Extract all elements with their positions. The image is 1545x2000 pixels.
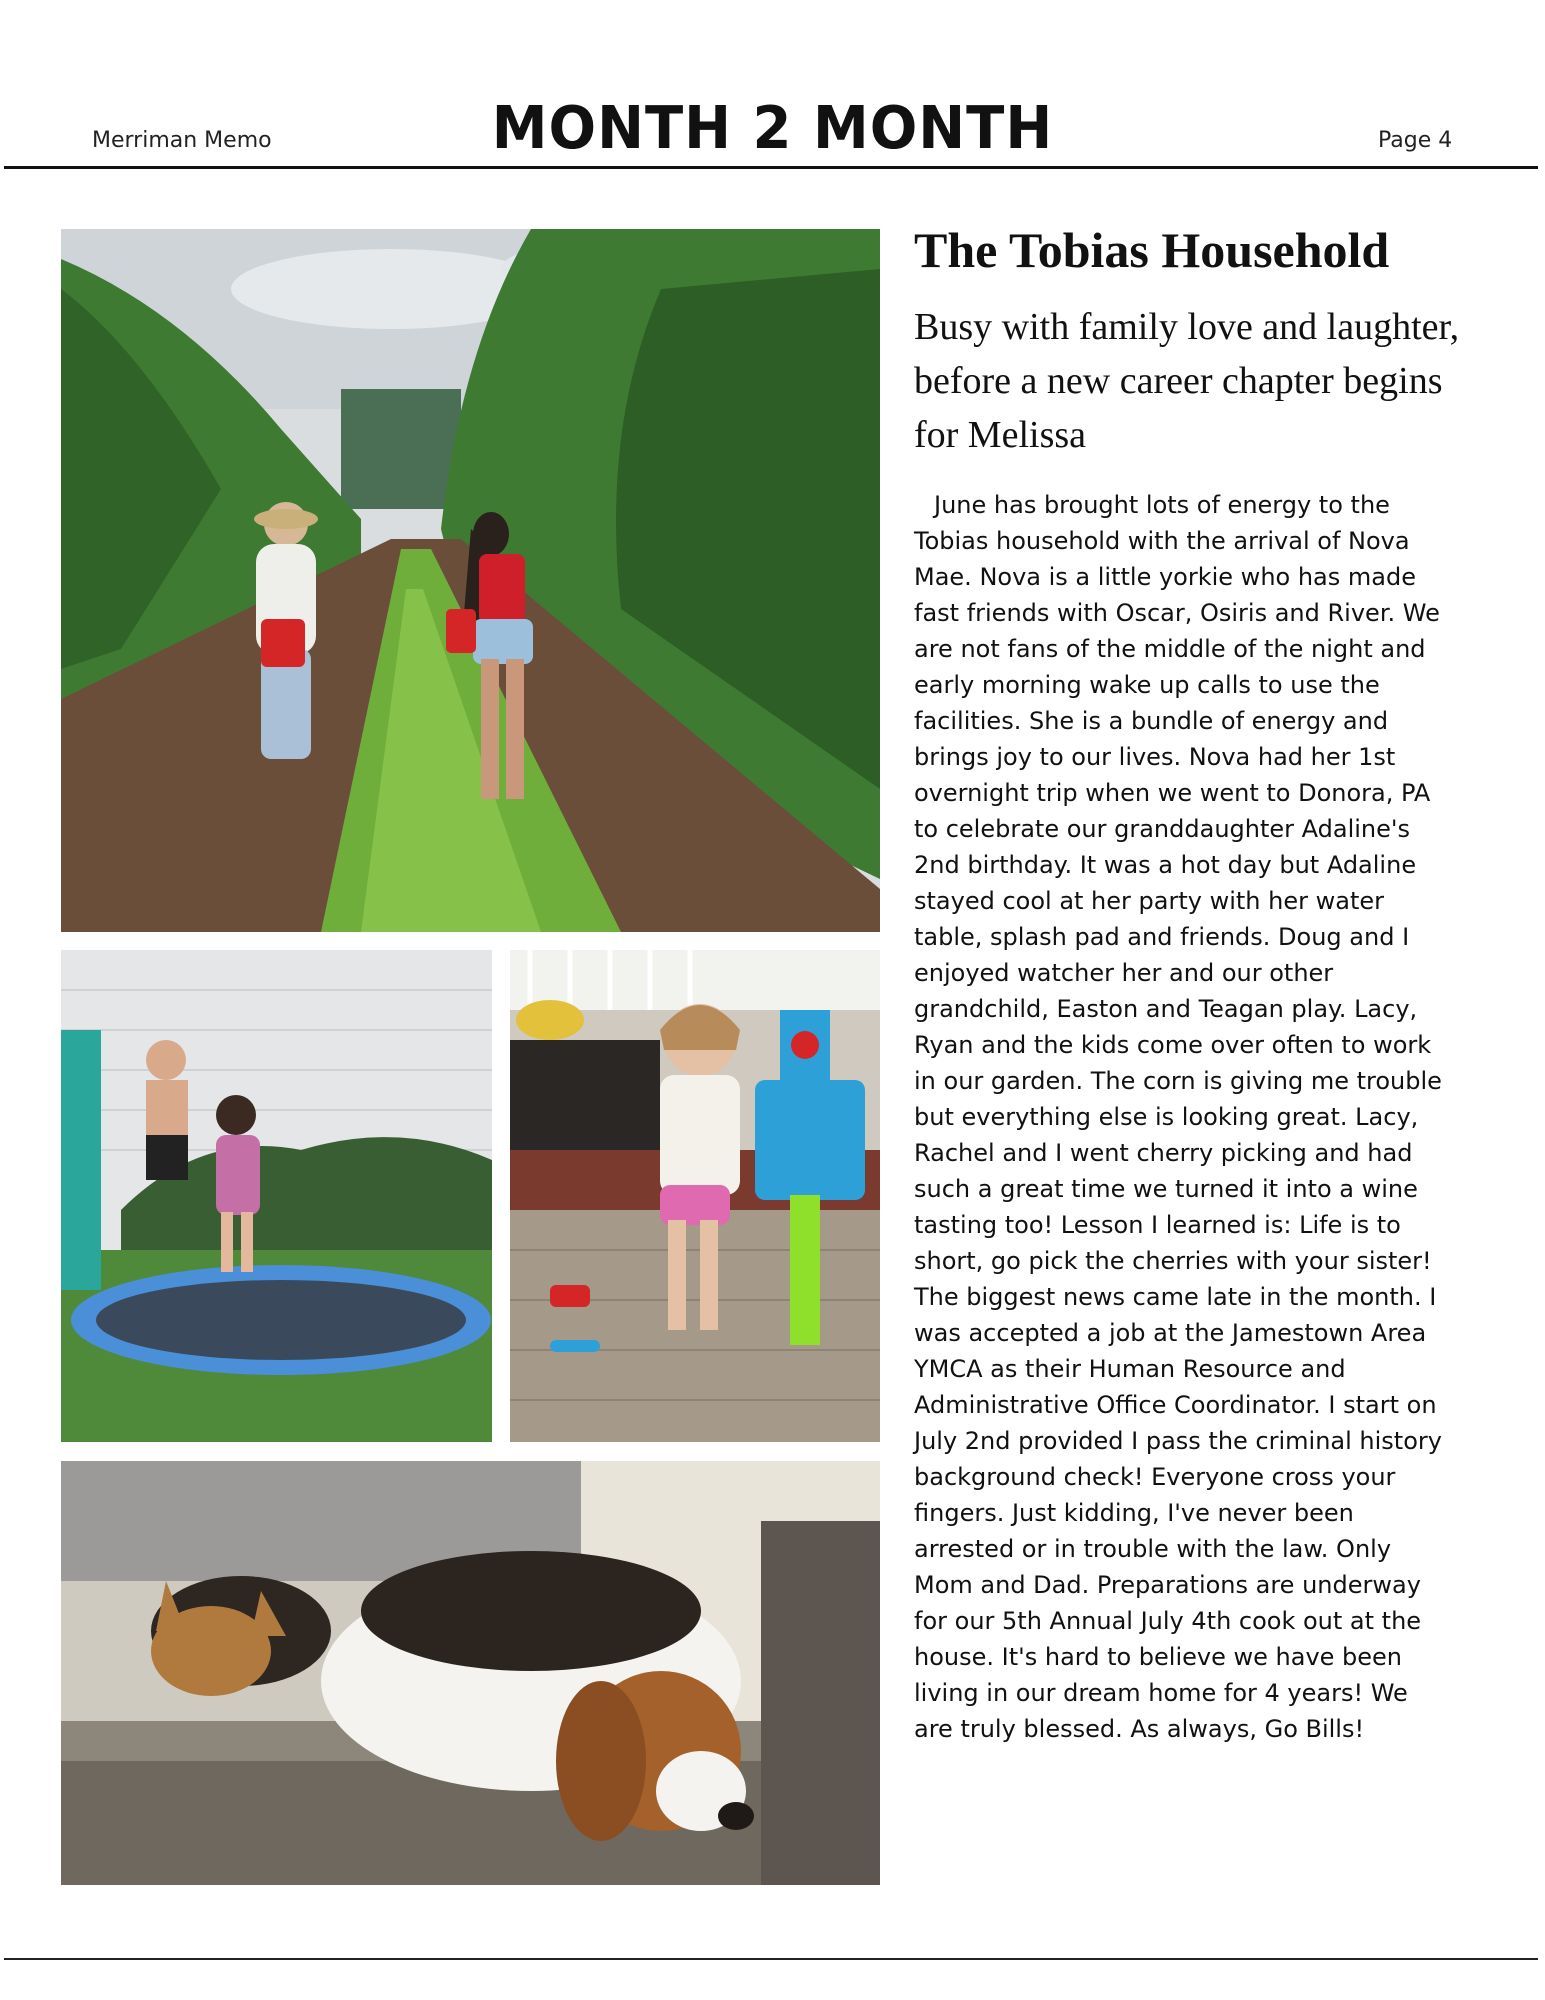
header-rule: [4, 166, 1538, 169]
footer-rule: [4, 1958, 1538, 1960]
article-title: The Tobias Household: [914, 222, 1390, 278]
article-subtitle: Busy with family love and laughter, before a new career chapter begins for Melissa: [914, 306, 1460, 456]
sleeping-dogs-photo: [61, 1461, 880, 1885]
cherry-picking-photo: [61, 229, 880, 932]
publication-name: Merriman Memo: [92, 128, 272, 153]
article-body: June has brought lots of energy to the Tobias household with the arrival of Nova Mae. Nova is a little yorkie who has made fast friends with Oscar, Osiris and River. We are not fans of the middle of the night and early morning wake up calls to use the facilities. She is a bundle of energy and brings joy to our lives. Nova had her 1st overnight trip when we went to Donora, PA to celebrate our granddaughter Adaline's 2nd birthday. It was a hot day but Adaline stayed cool at her party with her water table, splash pad and friends. Doug and I enjoyed watcher her and our other grandchild, Easton and Teagan play. Lacy, Ryan and the kids come over often to work in our garden. The corn is giving me trouble but everything else is looking great. Lacy, Rachel and I went cherry picking and had such a great time we turned it into a wine tasting too! Lesson I learned is: Life is to short, go pick the cherries with your sister! The biggest news came late in the month. I was accepted a job at the Jamestown Area YMCA as their Human Resource and Administrative Office Coordinator. I start on July 2nd provided I pass the criminal history background check! Everyone cross your fingers. Just kidding, I've never been arrested or in trouble with the law. Only Mom and Dad. Preparations are underway for our 5th Annual July 4th cook out at the house. It's hard to believe we have been living in our dream home for 4 years! We are truly blessed. As always, Go Bills!: [914, 491, 1442, 1743]
splash-pad-photo: [61, 950, 492, 1442]
water-table-photo: [510, 950, 880, 1442]
page-number: Page 4: [1378, 128, 1453, 153]
newsletter-title: MONTH 2 MONTH: [491, 94, 1054, 163]
